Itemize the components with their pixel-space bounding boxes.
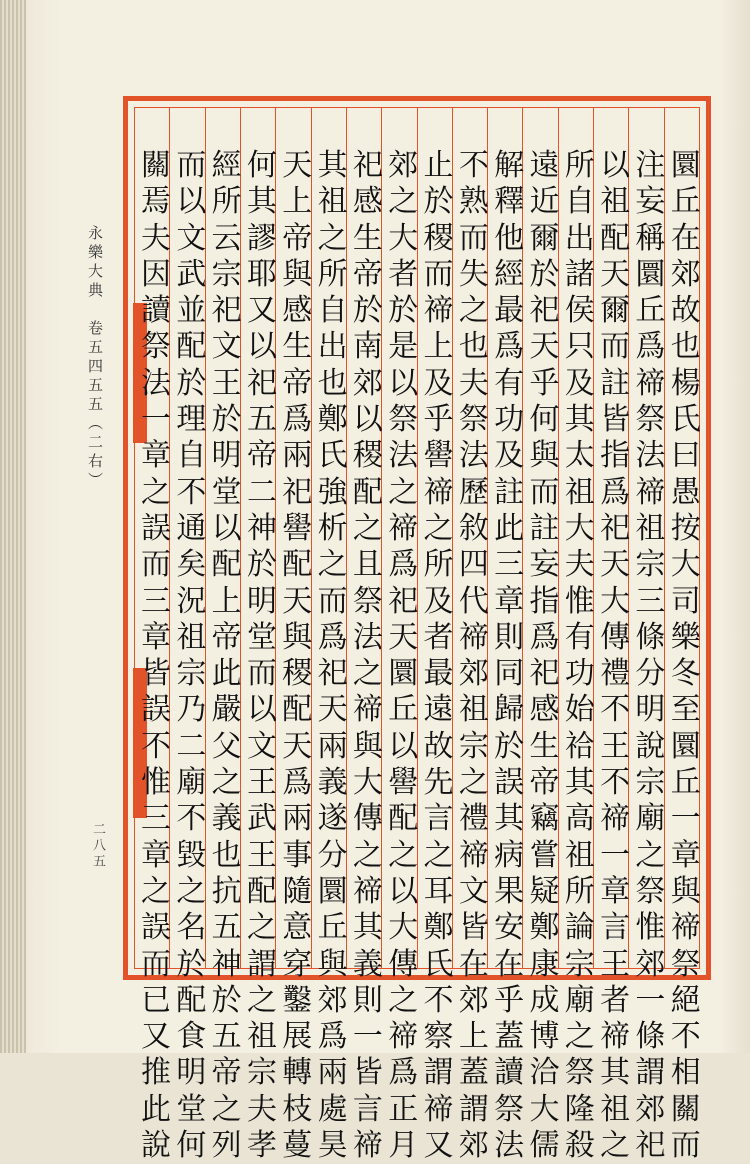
column-text: 何其謬耶又以祀五帝二神於明堂而以文王武王配之謂之祖宗夫孝 (246, 148, 277, 1164)
text-column (205, 108, 242, 1164)
text-column (417, 108, 454, 1164)
text-column (558, 108, 595, 1164)
column-text: 遠近爾於祀天乎何與而註妄指爲祀感生帝竊嘗疑鄭康成博洽大儒 (529, 148, 560, 1164)
column-text: 其祖之所自出也鄭氏強析之而爲祀天兩義遂分圜丘與郊爲兩處昊 (317, 148, 348, 1164)
text-column (169, 108, 207, 1164)
text-column (381, 108, 419, 1164)
book-spine (0, 0, 26, 1053)
column-text: 注妄稱圜丘爲禘祭法禘祖宗三條分明說宗廟之祭惟郊一條謂郊祀 (635, 148, 666, 1164)
margin-title-text: 永樂大典 卷五四五五（二右） (86, 225, 104, 491)
text-column (135, 108, 171, 1164)
text-column (452, 108, 489, 1164)
text-column (311, 108, 348, 1164)
column-text: 經所云宗祀文王於明堂以配上帝此嚴父之義也抗五神於五帝之列 (211, 148, 242, 1164)
text-column (664, 108, 701, 1164)
text-frame (123, 96, 711, 1164)
margin-title (80, 200, 110, 900)
text-column (522, 108, 560, 1164)
text-column (487, 108, 525, 1164)
column-text: 關焉夫因讀祭法一章之誤而三章皆誤不惟三章之誤而已又推此說 (141, 148, 171, 1164)
column-text: 圜丘在郊故也楊氏曰愚按大司樂冬至圜丘一章與禘祭絕不相關而 (670, 148, 701, 1164)
text-column (346, 108, 383, 1164)
text-columns (135, 108, 701, 1164)
page-number: 二八五 (90, 822, 105, 870)
text-column (593, 108, 631, 1164)
column-text: 所自出諸侯只及其太祖大夫惟有功始祫其高祖所論宗廟之祭隆殺 (564, 148, 595, 1164)
text-frame-inner (134, 107, 701, 1164)
text-column (275, 108, 313, 1164)
column-text: 郊之大者於是以祭法之禘爲祀天圜丘以嚳配之以大傳之禘爲正月 (388, 148, 419, 1164)
column-text: 止於稷而禘上及乎嚳禘之所及者最遠故先言之耳鄭氏不察謂禘又 (423, 148, 454, 1164)
column-text: 祀感生帝於南郊以稷配之且祭法之禘與大傳之禘其義則一皆言禘 (352, 148, 383, 1164)
text-column (628, 108, 666, 1164)
column-text: 解釋他經最爲有功及註此三章則同歸於誤其病果安在乎蓋讀祭法 (494, 148, 525, 1164)
column-text: 而以文武並配於理自不通矣況祖宗乃二廟不毀之名於配食明堂何 (176, 148, 207, 1164)
column-text: 天上帝與感生帝爲兩祀嚳配天與稷配天爲兩事隨意穿鑿展轉枝蔓 (282, 148, 313, 1164)
text-column (240, 108, 277, 1164)
column-text: 以祖配天爾而註皆指爲祀天大傳禮不王不禘一章言王者禘其祖之 (600, 148, 631, 1164)
column-text: 不熟而失之也夫祭法歷敘四代禘郊祖宗之禮禘文皆在郊上蓋謂郊 (458, 148, 489, 1164)
